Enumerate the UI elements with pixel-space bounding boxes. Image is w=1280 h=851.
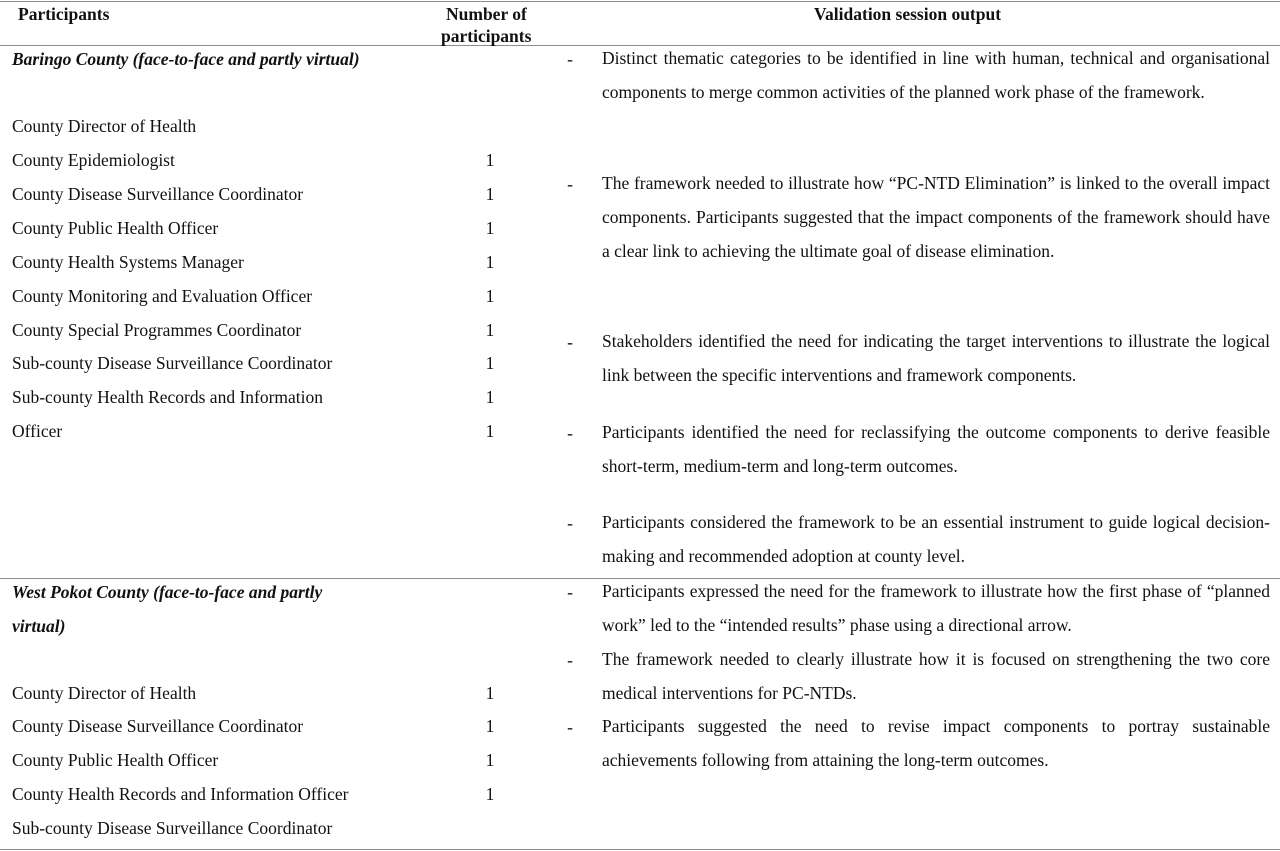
participant-role: County Public Health Officer (12, 218, 219, 238)
bullet-dash: - (567, 582, 573, 602)
participant-count: 1 (485, 252, 495, 272)
participant-role: County Director of Health (12, 683, 197, 703)
baringo-group-title: Baringo County (face-to-face and partly virtual) (12, 49, 360, 69)
participant-count: 1 (485, 184, 495, 204)
output-item: Participants expressed the need for the framework to illustrate how the first phase of “planned work” led to the “intended results” phase using a directional arrow. (602, 581, 1270, 635)
output-item: The framework needed to clearly illustrate how it is focused on strengthening the two core medical interventions for PC-NTDs. (602, 649, 1270, 703)
participant-count: 1 (485, 320, 495, 340)
bottom-rule (0, 849, 1280, 850)
participant-role: County Public Health Officer (12, 750, 219, 770)
west-pokot-group-title-line2: virtual) (12, 616, 66, 636)
participant-role: County Health Records and Information Officer (12, 784, 349, 804)
bullet-dash: - (567, 423, 573, 443)
participant-role: County Director of Health (12, 116, 197, 136)
participant-count: 1 (485, 286, 495, 306)
participant-role: County Monitoring and Evaluation Officer (12, 286, 313, 306)
header-number-line2: participants (441, 26, 532, 46)
output-item: Stakeholders identified the need for indicating the target interventions to illustrate the logical link between the specific interventions and framework components. (602, 331, 1270, 385)
participant-count: 1 (485, 784, 495, 804)
participant-role: Sub-county Disease Surveillance Coordinator (12, 818, 333, 838)
participant-role: Sub-county Health Records and Information (12, 387, 324, 407)
top-rule (0, 1, 1280, 2)
header-participants: Participants (18, 4, 110, 24)
west-pokot-group-title-line1: West Pokot County (face-to-face and partly (12, 582, 323, 602)
output-item: Participants considered the framework to be an essential instrument to guide logical decision-making and recommended adoption at county level. (602, 512, 1270, 566)
participant-role: County Health Systems Manager (12, 252, 244, 272)
bullet-dash: - (567, 49, 573, 69)
participant-role: Officer (12, 421, 63, 441)
header-number-line1: Number of (446, 4, 527, 24)
participant-role: Sub-county Disease Surveillance Coordinator (12, 353, 333, 373)
participant-role: County Disease Surveillance Coordinator (12, 716, 304, 736)
participant-count: 1 (485, 218, 495, 238)
participant-count: 1 (485, 750, 495, 770)
output-item: The framework needed to illustrate how “PC-NTD Elimination” is linked to the overall impact components. Participants suggested that the impact components of the framework should have a clear link to achieving the ultimate goal of disease elimination. (602, 173, 1270, 261)
participant-count: 1 (485, 387, 495, 407)
bullet-dash: - (567, 174, 573, 194)
participant-count: 1 (485, 150, 495, 170)
participant-count: 1 (485, 353, 495, 373)
bullet-dash: - (567, 650, 573, 670)
participant-role: County Disease Surveillance Coordinator (12, 184, 304, 204)
bullet-dash: - (567, 513, 573, 533)
participant-count: 1 (485, 683, 495, 703)
header-validation-output: Validation session output (814, 4, 1002, 24)
output-item: Participants suggested the need to revise impact components to portray sustainable achievements following from attaining the long-term outcomes. (602, 716, 1270, 770)
participant-role: County Epidemiologist (12, 150, 175, 170)
output-item: Distinct thematic categories to be identified in line with human, technical and organisational components to merge common activities of the planned work phase of the framework. (602, 48, 1270, 102)
participant-role: County Special Programmes Coordinator (12, 320, 302, 340)
bullet-dash: - (567, 332, 573, 352)
participant-count: 1 (485, 421, 495, 441)
participant-count: 1 (485, 716, 495, 736)
output-item: Participants identified the need for reclassifying the outcome components to derive feasible short-term, medium-term and long-term outcomes. (602, 422, 1270, 476)
bullet-dash: - (567, 717, 573, 737)
